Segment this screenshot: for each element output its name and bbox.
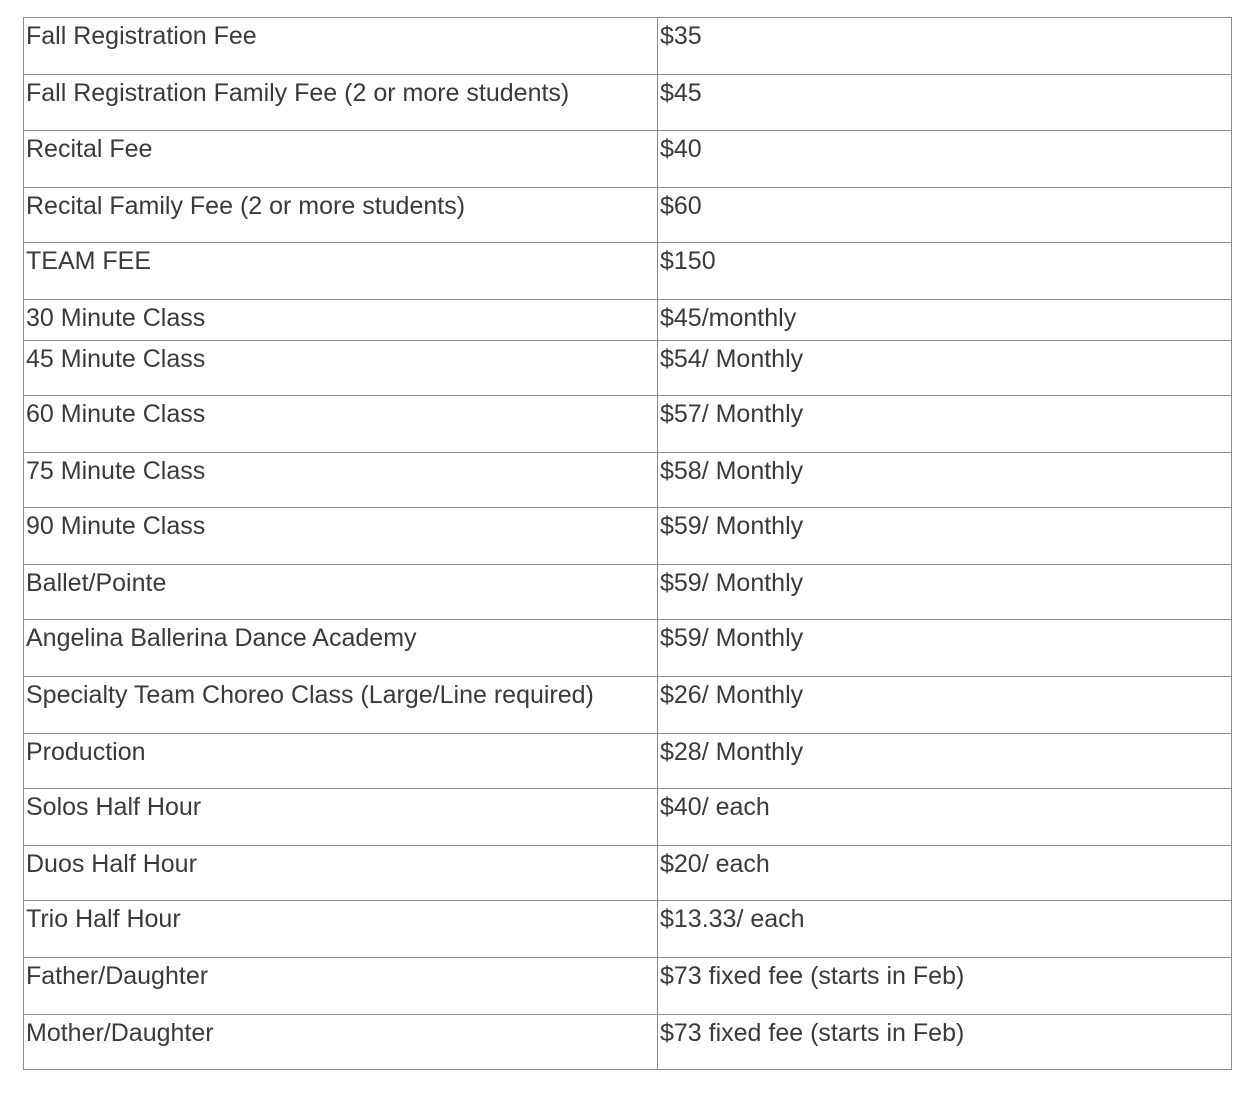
fee-price-cell: $45 — [658, 75, 1232, 131]
table-row — [24, 734, 1232, 789]
table-row — [24, 565, 1232, 620]
fee-item-cell: Fall Registration Family Fee (2 or more students) — [24, 75, 658, 131]
fee-item-cell: Production — [24, 734, 658, 789]
table-row — [24, 846, 1232, 901]
table-row — [24, 188, 1232, 243]
table-row — [24, 508, 1232, 565]
fee-item-cell: 75 Minute Class — [24, 453, 658, 508]
table-row — [24, 453, 1232, 508]
fee-price-cell: $60 — [658, 188, 1232, 243]
fee-price-cell: $58/ Monthly — [658, 453, 1232, 508]
table-row — [24, 300, 1232, 341]
table-row — [24, 789, 1232, 846]
fee-price-cell: $59/ Monthly — [658, 508, 1232, 565]
fee-price-cell: $28/ Monthly — [658, 734, 1232, 789]
fee-item-cell: Trio Half Hour — [24, 901, 658, 958]
table-row — [24, 243, 1232, 300]
fee-price-cell: $59/ Monthly — [658, 620, 1232, 677]
fee-item-cell: Solos Half Hour — [24, 789, 658, 846]
fee-item-cell: 90 Minute Class — [24, 508, 658, 565]
fee-price-cell: $73 fixed fee (starts in Feb) — [658, 1015, 1232, 1070]
fee-item-cell: Ballet/Pointe — [24, 565, 658, 620]
fee-item-cell: Mother/Daughter — [24, 1015, 658, 1070]
table-row — [24, 18, 1232, 75]
fee-item-cell: TEAM FEE — [24, 243, 658, 300]
fee-item-cell: Fall Registration Fee — [24, 18, 658, 75]
table-row — [24, 620, 1232, 677]
fee-price-cell: $35 — [658, 18, 1232, 75]
fee-price-cell: $57/ Monthly — [658, 396, 1232, 453]
table-row — [24, 341, 1232, 396]
table-row — [24, 677, 1232, 734]
fee-item-cell: Recital Family Fee (2 or more students) — [24, 188, 658, 243]
fee-price-cell: $26/ Monthly — [658, 677, 1232, 734]
fee-item-cell: 60 Minute Class — [24, 396, 658, 453]
fee-item-cell: Duos Half Hour — [24, 846, 658, 901]
fee-item-cell: 30 Minute Class — [24, 300, 658, 341]
table-row — [24, 131, 1232, 188]
table-row — [24, 75, 1232, 131]
fee-price-cell: $20/ each — [658, 846, 1232, 901]
table-row — [24, 396, 1232, 453]
fee-price-cell: $59/ Monthly — [658, 565, 1232, 620]
fee-item-cell: Angelina Ballerina Dance Academy — [24, 620, 658, 677]
fee-item-cell: 45 Minute Class — [24, 341, 658, 396]
fee-price-cell: $40 — [658, 131, 1232, 188]
fee-table — [23, 17, 1232, 1070]
fee-item-cell: Specialty Team Choreo Class (Large/Line required) — [24, 677, 658, 734]
fee-price-cell: $45/monthly — [658, 300, 1232, 341]
table-row — [24, 901, 1232, 958]
fee-item-cell: Recital Fee — [24, 131, 658, 188]
fee-price-cell: $40/ each — [658, 789, 1232, 846]
table-row — [24, 1015, 1232, 1070]
fee-price-cell: $13.33/ each — [658, 901, 1232, 958]
fee-table-body — [24, 18, 1232, 1070]
fee-price-cell: $73 fixed fee (starts in Feb) — [658, 958, 1232, 1015]
fee-price-cell: $54/ Monthly — [658, 341, 1232, 396]
table-row — [24, 958, 1232, 1015]
fee-item-cell: Father/Daughter — [24, 958, 658, 1015]
fee-price-cell: $150 — [658, 243, 1232, 300]
